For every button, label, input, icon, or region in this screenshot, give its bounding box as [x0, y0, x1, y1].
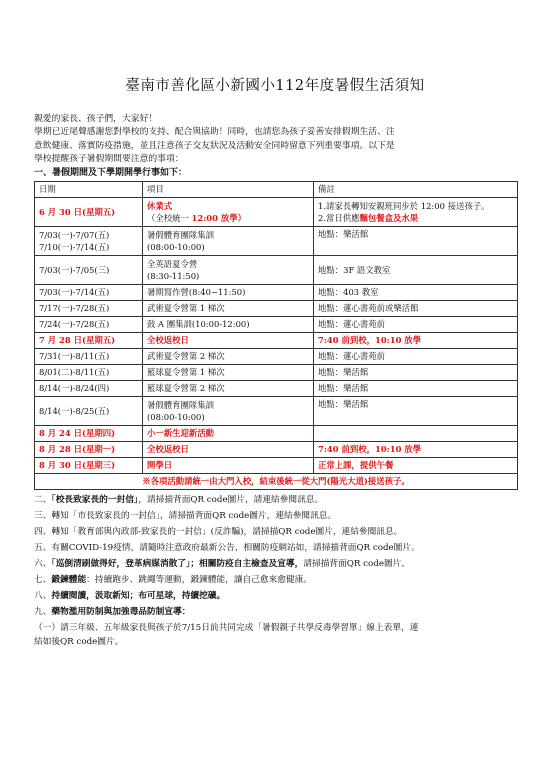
row-note: 地點：蓮心書苑前	[314, 349, 518, 365]
row-item-line: 休業式	[147, 200, 173, 211]
row-item	[143, 198, 314, 227]
item-5	[34, 542, 516, 555]
item-text: ：持續跑步、跳繩等運動，鍛鍊體能，讓自己愈來愈健康。	[86, 575, 312, 586]
row-note	[314, 198, 518, 227]
table-row	[35, 256, 518, 285]
item-text: 有關COVID-19疫情，請隨時注意政府最新公告，相關防疫網站如，請掃描背面QR code圖片。	[51, 542, 420, 553]
row-item: 暑期寫作營(8:40~11:50)	[143, 285, 314, 301]
row-note: 地點：3F 語文教室	[314, 256, 518, 285]
row-note: 地點：樂活館	[314, 397, 518, 426]
intro-line-2: 意飲健康、落實防疫措施，並且注意孩子交友狀況及活動安全同時留意下列重要事項。以下是	[34, 140, 395, 151]
row-item: 開學日	[143, 458, 314, 474]
row-note: 地點：樂活館	[314, 381, 518, 397]
row-note: 地點：樂活館	[314, 227, 518, 256]
intro-line-3: 學校提醒孩子暑假期間要注意的事項：	[34, 154, 184, 165]
row-item: 全校返校日	[143, 333, 314, 349]
item-prefix: 六、	[34, 559, 52, 569]
table-row	[35, 285, 518, 301]
table-row	[35, 365, 518, 381]
row-note: 地點：蓮心書苑前	[314, 317, 518, 333]
row-note-line	[318, 212, 513, 224]
item-prefix: 九、	[34, 607, 52, 618]
row-date: 7/31(一)-8/11(五)	[35, 349, 143, 365]
row-item-line: (08:00-10:00)	[147, 242, 205, 253]
table-row	[35, 198, 518, 227]
table-footnote: ※各項活動請統一由大門入校，結束後統一從大門(陽光大道)接送孩子。	[35, 474, 518, 490]
item-text: 請掃描背面QR code圖片。	[303, 559, 411, 569]
row-item-part: 放學）	[217, 213, 246, 224]
table-row	[35, 381, 518, 397]
row-item-line: (08:00-10:00)	[147, 412, 205, 423]
row-note: 7:40 前到校，10:10 放學	[314, 442, 518, 458]
table-row	[35, 349, 518, 365]
item-9-detail-line-1: （一）請三年級、五年級家長與孩子於7/15日前共同完成「暑假親子共學反毒學習單」線上表單，連	[34, 622, 419, 633]
row-date: 7/17(一)-7/28(五)	[35, 301, 143, 317]
item-bold-text: 藥物濫用防制與加強毒品防制宣導：	[51, 607, 191, 618]
row-item: 小一新生迎新活動	[143, 426, 314, 442]
table-row	[35, 442, 518, 458]
row-item: 全校返校日	[143, 442, 314, 458]
row-date: 8/01(二)-8/11(五)	[35, 365, 143, 381]
table-row	[35, 458, 518, 474]
row-note: 地點：403 教室	[314, 285, 518, 301]
item-bold-text: 持續閱讀，汲取新知；布可星球，持續挖礦。	[51, 591, 226, 602]
item-text: 轉知「市長致家長的一封信」，請掃描背面QR code圖片，連結參閱訊息。	[51, 510, 337, 521]
table-row	[35, 426, 518, 442]
row-item: 武術夏令營第 1 梯次	[143, 301, 314, 317]
row-date: 8 月 30 日(星期三)	[35, 458, 143, 474]
row-date: 7/03(一)-7/05(三)	[35, 256, 143, 285]
row-date: 7/24(一)-7/28(五)	[35, 317, 143, 333]
row-date: 8/14(一)-8/25(五)	[35, 397, 143, 426]
item-9	[34, 606, 516, 619]
item-prefix: 七、	[34, 575, 52, 586]
row-item-line: (8:30-11:50)	[147, 271, 200, 282]
item-text: 轉知「教育部與內政部-致家長的一封信」(反詐騙)，請掃描QR code圖片，連結參閱訊息。	[51, 526, 403, 537]
row-note-part: 麵包餐盒及水果	[359, 213, 419, 224]
header-date: 日期	[35, 182, 143, 198]
item-7	[34, 574, 516, 587]
item-2	[34, 494, 516, 507]
header-note: 備註	[314, 182, 518, 198]
item-bold-text: 「校長致家長的一封信」	[51, 494, 139, 505]
table-header-row	[35, 182, 518, 198]
row-item	[143, 227, 314, 256]
item-3	[34, 510, 516, 523]
row-date: 8 月 28 日(星期一)	[35, 442, 143, 458]
section-1-title: 一、暑假期間及下學期開學行事如下：	[34, 168, 188, 179]
row-item: 籃球夏令營第 1 梯次	[143, 365, 314, 381]
row-date: 7/03(一)-7/14(五)	[35, 285, 143, 301]
row-note	[314, 426, 518, 442]
row-date: 6 月 30 日(星期五)	[35, 198, 143, 227]
row-item-part: 12:00	[191, 213, 218, 224]
page-title: 臺南市善化區小新國小112年度暑假生活須知	[125, 78, 425, 94]
row-item-part: （全校統一	[147, 213, 192, 224]
greeting: 親愛的家長、孩子們，大家好！	[34, 114, 158, 125]
row-item	[143, 256, 314, 285]
item-bold-text: 「巡倒清刷做得好，登革病媒消散了」；相關防疫自主檢查及宣導，	[51, 559, 304, 569]
item-9-detail-line-2: 結如後QR code圖片。	[34, 636, 124, 647]
row-date-line: 7/03(一)-7/07(五)	[39, 229, 110, 240]
intro-line-1: 學期已近尾聲感謝您對學校的支持、配合與協助！同時，也請您為孩子妥善安排假期生活、注	[34, 126, 395, 137]
table-row	[35, 227, 518, 256]
table-row	[35, 333, 518, 349]
row-date	[35, 227, 143, 256]
row-item: 武術夏令營第 2 梯次	[143, 349, 314, 365]
row-date-line: 7/10(一)-7/14(五)	[39, 242, 110, 253]
table-row	[35, 317, 518, 333]
item-prefix: 三、	[34, 510, 52, 521]
row-note: 7:40 前到校，10:10 放學	[314, 333, 518, 349]
row-item-line	[147, 212, 309, 224]
row-item: 籃球夏令營第 2 梯次	[143, 381, 314, 397]
item-8	[34, 590, 516, 603]
header-item: 項目	[143, 182, 314, 198]
table-row	[35, 301, 518, 317]
row-item-line: 暑假體育團隊集訓	[147, 229, 214, 240]
row-note: 地點：蓮心書苑前或樂活館	[314, 301, 518, 317]
row-item: 鼓 A 團集訓(10:00-12:00)	[143, 317, 314, 333]
row-note: 地點：樂活館	[314, 365, 518, 381]
item-4	[34, 526, 516, 539]
row-item-line: 暑假體育團隊集訓	[147, 399, 214, 410]
table-footnote-row	[35, 474, 518, 490]
table-row	[35, 397, 518, 426]
row-note: 正常上課，提供午餐	[314, 458, 518, 474]
item-6	[34, 558, 516, 571]
row-item-line: 全英語夏令營	[147, 258, 198, 269]
row-item	[143, 397, 314, 426]
row-date: 8/14(一)-8/24(四)	[35, 381, 143, 397]
item-bold-text: 鍛鍊體能	[51, 575, 87, 586]
item-prefix: 四、	[34, 526, 52, 537]
row-date: 7 月 28 日(星期五)	[35, 333, 143, 349]
row-note-line: 1.請家長轉知安親班同步於 12:00 接送孩子。	[318, 200, 490, 211]
item-prefix: 五、	[34, 542, 52, 553]
row-note-part: 2.當日供應	[318, 213, 360, 224]
item-prefix: 八、	[34, 591, 52, 602]
item-text: ，請掃描背面QR code圖片，請連結參閱訊息。	[138, 494, 324, 505]
row-date: 8 月 24 日(星期四)	[35, 426, 143, 442]
item-prefix: 二、	[34, 494, 52, 505]
schedule-table	[34, 181, 518, 490]
